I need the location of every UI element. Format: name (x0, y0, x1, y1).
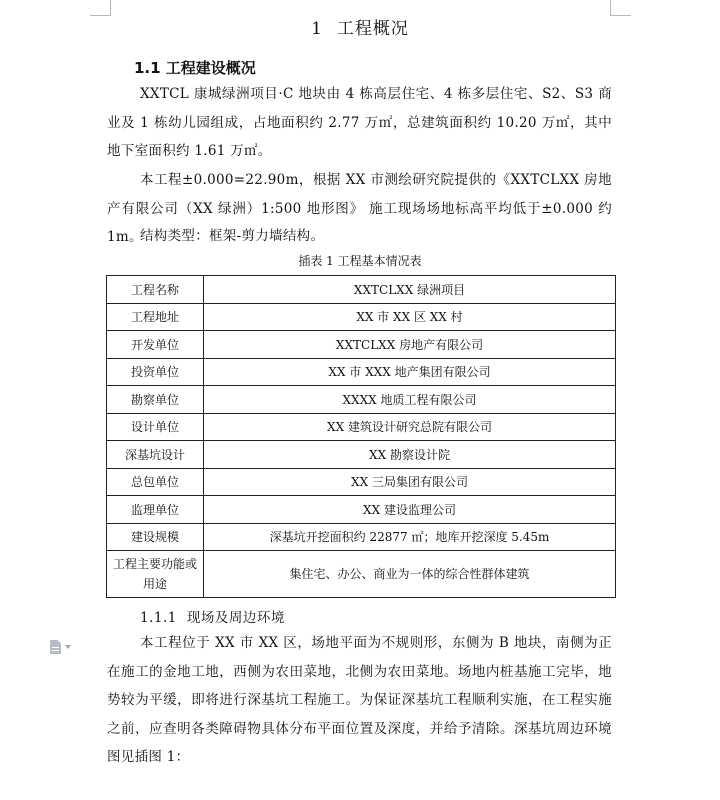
table-cell-value: XXTCLXX 绿洲项目 (204, 276, 616, 304)
document-icon (50, 640, 61, 654)
table-row (107, 358, 616, 386)
table-cell-label: 设计单位 (107, 413, 204, 441)
table-cell-value: XXTCLXX 房地产有限公司 (204, 331, 616, 359)
table-cell-value: XX 建设监理公司 (204, 496, 616, 524)
table-cell-label: 工程地址 (107, 303, 204, 331)
table-row (107, 331, 616, 359)
project-info-table (106, 275, 616, 598)
table-cell-value: XX 市 XXX 地产集团有限公司 (204, 358, 616, 386)
table-cell-label: 工程名称 (107, 276, 204, 304)
table-row (107, 468, 616, 496)
paragraph-structure-type: 结构类型：框架-剪力墙结构。 (140, 228, 325, 244)
table-cell-label: 开发单位 (107, 331, 204, 359)
table-cell-label: 深基坑设计 (107, 441, 204, 469)
chapter-title: 工程概况 (336, 19, 409, 39)
table-cell-value: 深基坑开挖面积约 22877 ㎡；地库开挖深度 5.45m (204, 523, 616, 551)
section-heading: 1.1 工程建设概况 (134, 59, 256, 77)
table-row (107, 276, 616, 304)
table-cell-value: XXXX 地质工程有限公司 (204, 386, 616, 414)
table-cell-value: XX 市 XX 区 XX 村 (204, 303, 616, 331)
table-cell-label: 建设规模 (107, 523, 204, 551)
table-cell-label: 总包单位 (107, 468, 204, 496)
subsection-heading (140, 606, 285, 626)
table-row (107, 386, 616, 414)
table-row (107, 551, 616, 598)
table-row (107, 523, 616, 551)
table-cell-label: 监理单位 (107, 496, 204, 524)
paragraph-site-environment: 本工程位于 XX 市 XX 区，场地平面为不规则形，东侧为 B 地块，南侧为正在施工的金地工地，西侧为农田菜地，北侧为农田菜地。场地内桩基施工完毕，地势较为平缓，即将进行深基坑工程施工。为保证深基坑工程顺利实施，在工程实施之前，应查明各类障碍物具体分布平面位置及深度，并给予清除。深基坑周边环境图见插图 1： (107, 635, 612, 765)
table-cell-value: XX 勘察设计院 (204, 441, 616, 469)
dropdown-caret-icon (65, 645, 71, 649)
table-cell-label: 投资单位 (107, 358, 204, 386)
table-row (107, 496, 616, 524)
chapter-number: 1 (311, 19, 323, 39)
table-row (107, 303, 616, 331)
table-caption: 插表 1 工程基本情况表 (298, 254, 422, 268)
table-cell-value: XX 建筑设计研究总院有限公司 (204, 413, 616, 441)
table-row (107, 413, 616, 441)
table-cell-label: 工程主要功能或用途 (107, 551, 204, 598)
subsection-title: 现场及周边环境 (186, 610, 285, 626)
table-cell-value: 集住宅、办公、商业为一体的综合性群体建筑 (204, 551, 616, 598)
table-cell-label: 勘察单位 (107, 386, 204, 414)
subsection-number: 1.1.1 (140, 610, 177, 626)
paragraph-elevation: 本工程±0.000=22.90m，根据 XX 市测绘研究院提供的《XXTCLXX 房地产有限公司（XX 绿洲）1:500 地形图》 施工现场场地标高平均低于±0.000 约 1m。 (107, 172, 612, 245)
table-row (107, 441, 616, 469)
table-cell-value: XX 三局集团有限公司 (204, 468, 616, 496)
paragraph-project-composition: XXTCL 康城绿洲项目·C 地块由 4 栋高层住宅、4 栋多层住宅、S2、S3 商业及 1 栋幼儿园组成，占地面积约 2.77 万㎡，总建筑面积约 10.20 万㎡，其中地下室面积约 1.61 万㎡。 (107, 86, 612, 159)
document-options-icon[interactable] (50, 640, 71, 654)
chapter-heading (0, 14, 720, 39)
